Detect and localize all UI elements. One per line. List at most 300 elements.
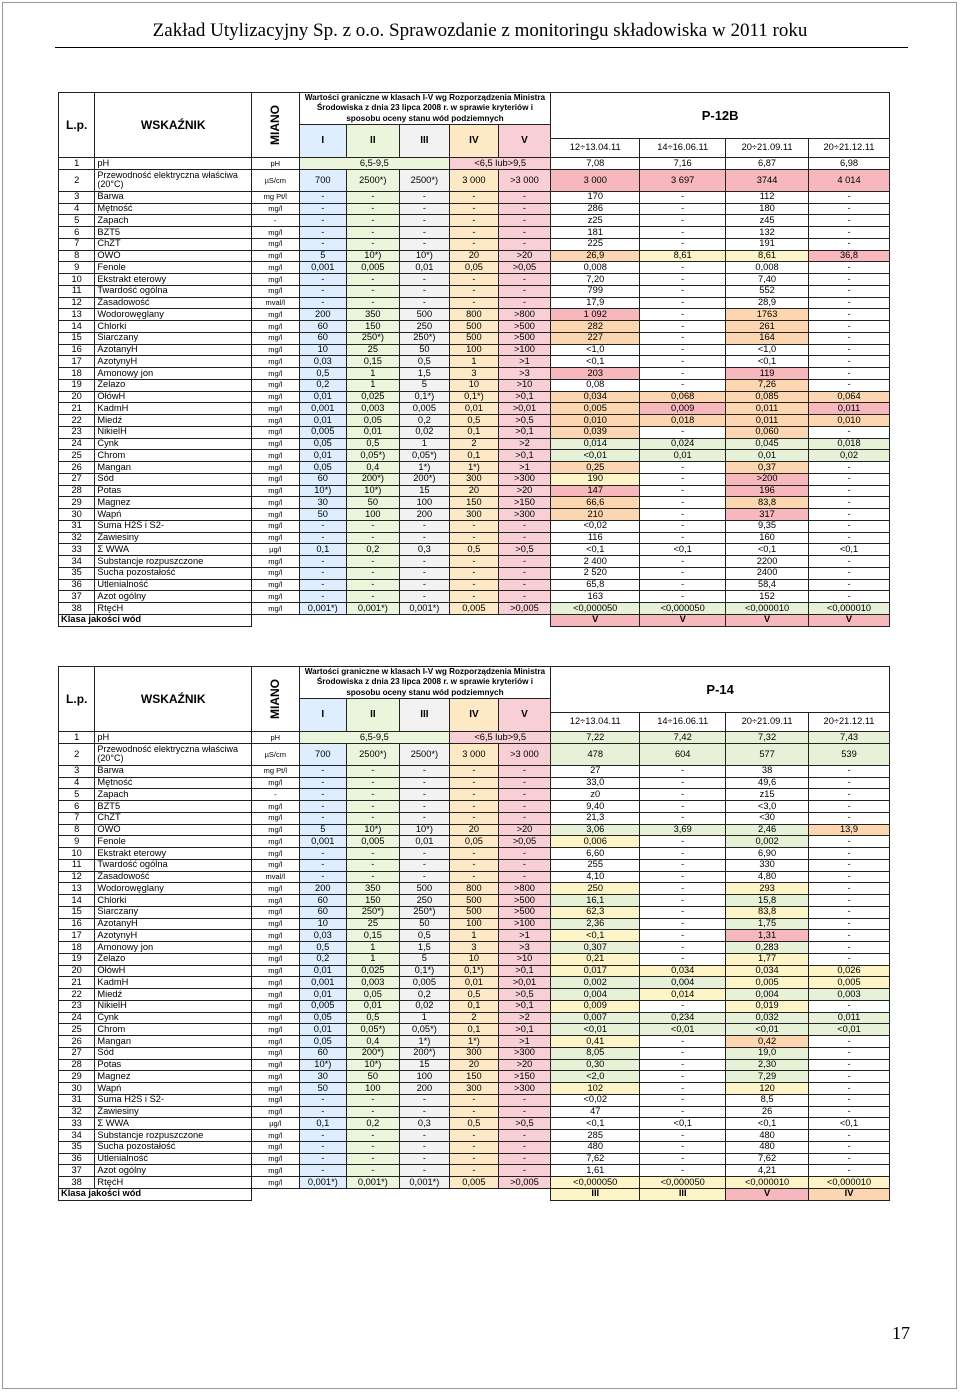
limit-class-4: 2	[450, 438, 499, 450]
limit-class-1: -	[299, 274, 347, 286]
limit-class-3: 1,5	[399, 942, 450, 954]
table-row	[59, 1036, 890, 1048]
limit-class-1: 0,1	[299, 544, 347, 556]
limit-class-4: 10	[450, 379, 499, 391]
empty-cell	[252, 1188, 551, 1200]
indicator-name: Cynk	[95, 438, 252, 450]
row-number: 32	[59, 532, 95, 544]
measurement: -	[809, 297, 890, 309]
measurement: -	[809, 765, 890, 777]
row-number: 30	[59, 509, 95, 521]
limit-class-3: 0,2	[399, 989, 450, 1001]
measurement: 83,8	[726, 497, 809, 509]
indicator-name: Sód	[95, 1047, 252, 1059]
measurement: 132	[726, 227, 809, 239]
measurement: 7,16	[640, 158, 726, 170]
indicator-name: Barwa	[95, 765, 252, 777]
measurement: -	[809, 1047, 890, 1059]
measurement: 120	[726, 1083, 809, 1095]
limit-class-4: -	[450, 1094, 499, 1106]
limit-class-3: 15	[399, 485, 450, 497]
measurement: -	[640, 1153, 726, 1165]
unit: mg/l	[252, 1177, 300, 1189]
row-number: 4	[59, 777, 95, 789]
limit-class-1: 0,001	[299, 262, 347, 274]
measurement: -	[809, 918, 890, 930]
measurement: 0,014	[640, 989, 726, 1001]
table-row	[59, 1047, 890, 1059]
measurement: 36,8	[809, 250, 890, 262]
measurement: 4,80	[726, 871, 809, 883]
measurement: -	[640, 930, 726, 942]
limit-class-4: 800	[450, 309, 499, 321]
limit-class-3: -	[399, 285, 450, 297]
measurement: -	[640, 426, 726, 438]
limit-class-4: 20	[450, 250, 499, 262]
row-number: 31	[59, 1094, 95, 1106]
table-row	[59, 332, 890, 344]
limit-class-1: 0,001*)	[299, 1177, 347, 1189]
row-number: 6	[59, 801, 95, 813]
limit-class-1: -	[299, 1094, 347, 1106]
unit-header	[252, 667, 300, 732]
measurement: -	[809, 285, 890, 297]
measurement: -	[809, 591, 890, 603]
limit-class-3: -	[399, 1130, 450, 1142]
measurement: 0,02	[809, 450, 890, 462]
indicator-name: ChZT	[95, 812, 252, 824]
table-row	[59, 579, 890, 591]
measurement: -	[640, 344, 726, 356]
unit: mg/l	[252, 895, 300, 907]
measurement: -	[809, 1106, 890, 1118]
unit: mg/l	[252, 391, 300, 403]
unit: pH	[252, 732, 300, 744]
measurement: 147	[551, 485, 640, 497]
measurement: -	[809, 344, 890, 356]
indicator-name: Σ WWA	[95, 1118, 252, 1130]
limit-class-2: -	[347, 227, 400, 239]
page-number: 17	[892, 1323, 910, 1343]
limit-class-5: >0,5	[498, 415, 551, 427]
measurement: 163	[551, 591, 640, 603]
table-row	[59, 250, 890, 262]
limit-class-4: 1	[450, 356, 499, 368]
measurement: 0,234	[640, 1012, 726, 1024]
unit: mg/l	[252, 859, 300, 871]
row-number: 21	[59, 403, 95, 415]
limit-class-4: -	[450, 238, 499, 250]
measurement: -	[640, 801, 726, 813]
limit-class-1: 5	[299, 250, 347, 262]
limit-class-5: >300	[498, 509, 551, 521]
limit-class-3: -	[399, 579, 450, 591]
table-row	[59, 989, 890, 1001]
limit-class-3: 1*)	[399, 1036, 450, 1048]
limit-class-3: 250*)	[399, 906, 450, 918]
limit-class-2: 0,2	[347, 544, 400, 556]
measurement: -	[640, 1141, 726, 1153]
limit-class-5: -	[498, 1106, 551, 1118]
quality-class-value: V	[640, 614, 726, 626]
measurement: -	[809, 426, 890, 438]
measurement: 282	[551, 321, 640, 333]
sample-date: 12÷13.04.11	[551, 713, 640, 732]
empty-cell	[252, 614, 551, 626]
limit-class-3: 0,5	[399, 930, 450, 942]
limit-class-5: >0,1	[498, 391, 551, 403]
row-number: 9	[59, 836, 95, 848]
measurement: 1,75	[726, 918, 809, 930]
measurement: -	[809, 227, 890, 239]
limit-class-3: 0,02	[399, 426, 450, 438]
measurement: -	[640, 906, 726, 918]
indicator-name: Amonowy jon	[95, 942, 252, 954]
table-row	[59, 321, 890, 333]
table-row	[59, 227, 890, 239]
indicator-name: Sucha pozostałość	[95, 567, 252, 579]
measurement: 225	[551, 238, 640, 250]
limit-class-2: 0,5	[347, 1012, 400, 1024]
measurement: 0,085	[726, 391, 809, 403]
limit-class-2: 10*)	[347, 250, 400, 262]
measurement: -	[640, 765, 726, 777]
measurement: 7,32	[726, 732, 809, 744]
measurement: 7,22	[551, 732, 640, 744]
limit-class-4: -	[450, 1153, 499, 1165]
row-number: 25	[59, 450, 95, 462]
unit: mg/l	[252, 415, 300, 427]
measurement: 7,62	[551, 1153, 640, 1165]
indicator-name: Wapń	[95, 509, 252, 521]
limit-class-2: 150	[347, 321, 400, 333]
indicator-name: Chlorki	[95, 895, 252, 907]
measurement: <0,1	[809, 544, 890, 556]
measurement: 0,307	[551, 942, 640, 954]
limit-class-4: 150	[450, 497, 499, 509]
measurement: 0,004	[551, 989, 640, 1001]
unit: mg Pt/l	[252, 765, 300, 777]
limit-class-3: -	[399, 567, 450, 579]
limit-class-4: -	[450, 1130, 499, 1142]
indicator-name: Chrom	[95, 1024, 252, 1036]
indicator-name: KadmH	[95, 977, 252, 989]
measurement: -	[640, 942, 726, 954]
limit-class-3: 1*)	[399, 462, 450, 474]
row-number: 33	[59, 544, 95, 556]
limit-class-4: -	[450, 297, 499, 309]
unit: mg/l	[252, 321, 300, 333]
limit-class-4: 0,1*)	[450, 391, 499, 403]
measurement: 65,8	[551, 579, 640, 591]
limit-class-5: >0,005	[498, 1177, 551, 1189]
limit-class-3: 50	[399, 918, 450, 930]
unit: µg/l	[252, 544, 300, 556]
measurement: -	[640, 1106, 726, 1118]
limit-class-4: -	[450, 191, 499, 203]
measurement: 26	[726, 1106, 809, 1118]
table-row	[59, 789, 890, 801]
limit-class-4: -	[450, 1106, 499, 1118]
limit-class-3: 250	[399, 321, 450, 333]
row-number: 19	[59, 953, 95, 965]
indicator-name: NikielH	[95, 1000, 252, 1012]
measurement: 0,008	[551, 262, 640, 274]
sample-date: 20÷21.12.11	[809, 713, 890, 732]
measurement: -	[640, 871, 726, 883]
indicator-name: ChZT	[95, 238, 252, 250]
limit-class-2: 350	[347, 309, 400, 321]
limit-class-5: >20	[498, 1059, 551, 1071]
measurement: -	[809, 520, 890, 532]
row-number: 4	[59, 203, 95, 215]
indicator-name: KadmH	[95, 403, 252, 415]
limit-class-3: 500	[399, 309, 450, 321]
indicator-name: Utlenialność	[95, 1153, 252, 1165]
measurement: -	[640, 332, 726, 344]
limit-class-2: -	[347, 297, 400, 309]
limit-class-2: 100	[347, 509, 400, 521]
limit-class-5: -	[498, 1130, 551, 1142]
measurement: 8,5	[726, 1094, 809, 1106]
unit: mg/l	[252, 344, 300, 356]
limit-class-3: -	[399, 520, 450, 532]
unit: µS/cm	[252, 169, 300, 191]
limit-class-1: 0,05	[299, 438, 347, 450]
limit-class-4: 300	[450, 473, 499, 485]
indicator-name: Sód	[95, 473, 252, 485]
row-number: 18	[59, 942, 95, 954]
row-number: 29	[59, 497, 95, 509]
measurement: -	[640, 567, 726, 579]
unit: mg/l	[252, 227, 300, 239]
measurement: 7,62	[726, 1153, 809, 1165]
measurement: 0,21	[551, 953, 640, 965]
table-row	[59, 403, 890, 415]
lp-header: L.p.	[59, 667, 95, 732]
unit: mg/l	[252, 238, 300, 250]
limit-class-3: 200*)	[399, 473, 450, 485]
limit-class-2: 0,025	[347, 391, 400, 403]
table-row	[59, 285, 890, 297]
measurement: 0,007	[551, 1012, 640, 1024]
measurement: -	[809, 1153, 890, 1165]
unit: mval/l	[252, 297, 300, 309]
unit: mg/l	[252, 509, 300, 521]
measurement: -	[809, 883, 890, 895]
class-2-header: II	[347, 124, 400, 157]
measurement: <0,01	[726, 1024, 809, 1036]
measurement: -	[809, 368, 890, 380]
table-row	[59, 485, 890, 497]
indicator-name: Utlenialność	[95, 579, 252, 591]
limit-class-2: -	[347, 285, 400, 297]
measurement: 7,26	[726, 379, 809, 391]
table-row	[59, 591, 890, 603]
limit-class-3: -	[399, 789, 450, 801]
limit-class-5: -	[498, 191, 551, 203]
measurement: 116	[551, 532, 640, 544]
measurement: 0,068	[640, 391, 726, 403]
unit: mg/l	[252, 1024, 300, 1036]
unit: µg/l	[252, 1118, 300, 1130]
measurement: 478	[551, 743, 640, 765]
unit: mg/l	[252, 462, 300, 474]
limit-class-3: -	[399, 532, 450, 544]
measurement: 16,1	[551, 895, 640, 907]
limit-class-1: 0,005	[299, 426, 347, 438]
measurement: 0,002	[551, 977, 640, 989]
indicator-name: Przewodność elektryczna właściwa (20°C)	[95, 169, 252, 191]
measurement: -	[809, 262, 890, 274]
limit-class-4: -	[450, 579, 499, 591]
row-number: 33	[59, 1118, 95, 1130]
limit-class-5: -	[498, 520, 551, 532]
measurement: -	[809, 238, 890, 250]
measurement: 27	[551, 765, 640, 777]
measurement: 0,006	[551, 836, 640, 848]
table-row	[59, 450, 890, 462]
measurement: <0,1	[726, 356, 809, 368]
limit-class-3: -	[399, 238, 450, 250]
indicator-name: AzotynyH	[95, 930, 252, 942]
limit-class-1: -	[299, 801, 347, 813]
table-row	[59, 801, 890, 813]
limit-class-5: -	[498, 871, 551, 883]
indicator-name: Zawiesiny	[95, 532, 252, 544]
water-quality-class-label: Klasa jakości wód	[59, 1188, 252, 1200]
limit-class-5: -	[498, 532, 551, 544]
limit-class-2: 0,05	[347, 989, 400, 1001]
limit-class-1: 0,05	[299, 1012, 347, 1024]
limit-class-1: 0,01	[299, 415, 347, 427]
measurement: 0,018	[640, 415, 726, 427]
indicator-name: OłówH	[95, 391, 252, 403]
limit-class-1: 60	[299, 895, 347, 907]
measurement: 152	[726, 591, 809, 603]
measurement: 480	[726, 1130, 809, 1142]
limit-class-2: -	[347, 532, 400, 544]
limit-class-5: -	[498, 591, 551, 603]
measurement: -	[809, 379, 890, 391]
quality-class-value: III	[551, 1188, 640, 1200]
limit-class-3: -	[399, 274, 450, 286]
measurement: -	[640, 953, 726, 965]
page-header: Zakład Utylizacyjny Sp. z o.o. Sprawozdanie z monitoringu składowiska w 2011 roku	[152, 20, 808, 41]
measurement: 2 400	[551, 556, 640, 568]
indicator-name: Żelazo	[95, 379, 252, 391]
indicator-name: Zasadowość	[95, 297, 252, 309]
measurement: -	[640, 485, 726, 497]
table-row	[59, 274, 890, 286]
measurement: -	[809, 1083, 890, 1095]
limit-class-4: 0,5	[450, 544, 499, 556]
indicator-name: BZT5	[95, 801, 252, 813]
row-number: 38	[59, 603, 95, 615]
quality-class-value: V	[726, 1188, 809, 1200]
limit-class-5: >20	[498, 250, 551, 262]
limit-class-3: -	[399, 556, 450, 568]
measurement: -	[809, 1130, 890, 1142]
measurement: <0,02	[551, 1094, 640, 1106]
limit-class-2: -	[347, 274, 400, 286]
measurement: <0,1	[551, 544, 640, 556]
measurement: -	[640, 297, 726, 309]
limit-class-1: 0,001	[299, 836, 347, 848]
limit-class-3: 1	[399, 438, 450, 450]
limit-class-2: 1	[347, 953, 400, 965]
limit-class-2: 0,4	[347, 1036, 400, 1048]
measurement: -	[809, 462, 890, 474]
unit: mg/l	[252, 930, 300, 942]
measurement: 17,9	[551, 297, 640, 309]
measurement: 9,40	[551, 801, 640, 813]
limit-class-4: 800	[450, 883, 499, 895]
limit-class-5: >20	[498, 485, 551, 497]
row-number: 6	[59, 227, 95, 239]
row-number: 38	[59, 1177, 95, 1189]
limit-class-4: -	[450, 1165, 499, 1177]
limit-class-4: 0,005	[450, 603, 499, 615]
measurement: -	[809, 777, 890, 789]
limit-range: 6,5-9,5	[299, 158, 450, 170]
limit-range-out: <6,5 lub>9,5	[450, 732, 551, 744]
measurement: 286	[551, 203, 640, 215]
limit-class-5: >10	[498, 953, 551, 965]
unit: mg/l	[252, 918, 300, 930]
class-5-header: V	[498, 698, 551, 731]
measurement: -	[809, 1059, 890, 1071]
measurement: 6,98	[809, 158, 890, 170]
unit: mg Pt/l	[252, 191, 300, 203]
indicator-name: Mętność	[95, 203, 252, 215]
table-row	[59, 426, 890, 438]
limit-class-5: >0,1	[498, 426, 551, 438]
indicator-name: Fenole	[95, 836, 252, 848]
limit-class-3: -	[399, 812, 450, 824]
unit: mg/l	[252, 438, 300, 450]
table-row	[59, 473, 890, 485]
measurement: <0,01	[551, 1024, 640, 1036]
row-number: 11	[59, 285, 95, 297]
measurement: -	[809, 321, 890, 333]
limit-class-5: >0,005	[498, 603, 551, 615]
row-number: 36	[59, 579, 95, 591]
limit-class-1: -	[299, 848, 347, 860]
measurement: 0,01	[640, 450, 726, 462]
row-number: 18	[59, 368, 95, 380]
limit-class-1: 0,01	[299, 391, 347, 403]
indicator-name: Sucha pozostałość	[95, 1141, 252, 1153]
limit-class-2: 10*)	[347, 1059, 400, 1071]
limit-class-2: -	[347, 556, 400, 568]
measurement: -	[640, 1047, 726, 1059]
measurement: 170	[551, 191, 640, 203]
row-number: 29	[59, 1071, 95, 1083]
row-number: 5	[59, 215, 95, 227]
limit-class-2: 0,01	[347, 426, 400, 438]
measurement: 261	[726, 321, 809, 333]
table-row	[59, 379, 890, 391]
measurement: -	[809, 473, 890, 485]
indicator-name: Substancje rozpuszczone	[95, 556, 252, 568]
measurement: <0,000010	[726, 1177, 809, 1189]
limit-class-1: 0,01	[299, 1024, 347, 1036]
measurement: <0,1	[809, 1118, 890, 1130]
limit-class-3: -	[399, 191, 450, 203]
unit: mg/l	[252, 1094, 300, 1106]
measurement: 58,4	[726, 579, 809, 591]
